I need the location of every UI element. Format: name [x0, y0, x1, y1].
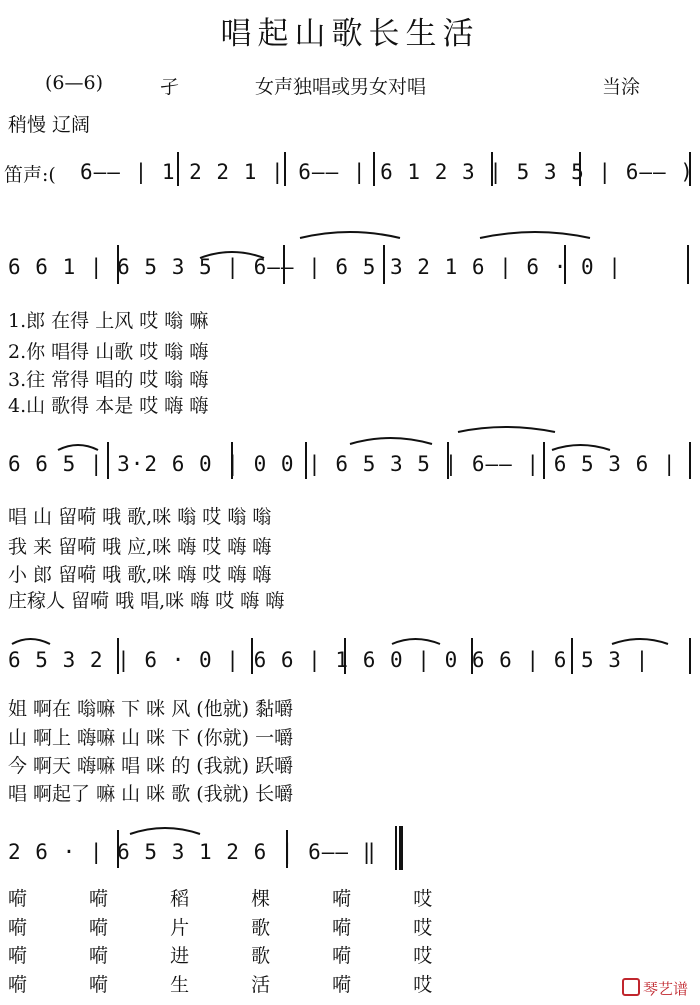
system-4-lyric-3: 嗬 嗬 进 歌 嗬 哎: [8, 945, 461, 967]
system-1-notes: 6 6 1 | 6 5 3 5 | 6—— | 6 5 3 2 1 6 | 6 · 0 |: [8, 255, 622, 279]
system-3-lyric-2: 山 啊上 嗨嘛 山 咪 下 (你就) 一嚼: [8, 727, 294, 749]
system-4-notes: 2 6 · | 6 5 3 1 2 6 | 6—— ‖: [8, 840, 377, 864]
logo-icon: [622, 978, 640, 996]
performance-note: 女声独唱或男女对唱: [255, 76, 427, 98]
system-2-lyric-2: 我 来 留嗬 哦 应,咪 嗨 哎 嗨 嗨: [8, 536, 272, 558]
system-3-lyric-1: 姐 啊在 嗡嘛 下 咪 风 (他就) 黏嚼: [8, 698, 294, 720]
watermark-logo: [622, 978, 688, 999]
key-mark: 孑: [160, 76, 180, 98]
system-1-lyric-1: 1.郎 在得 上风 哎 嗡 嘛: [8, 310, 209, 332]
intro-notes: 6—— | 1 2 2 1 | 6—— | 6 1 2 3 | 5 3 5 | 6—— ): [80, 160, 694, 184]
intro-label: 笛声:(: [4, 164, 56, 186]
system-1-lyric-2: 2.你 唱得 山歌 哎 嗡 嗨: [8, 341, 209, 363]
system-2-lyric-4: 庄稼人 留嗬 哦 唱,咪 嗨 哎 嗨 嗨: [8, 590, 285, 612]
system-2-notes: 6 6 5 | 3·2 6 0 | 0 0 | 6 5 3 5 | 6—— | 6 5 3 6 |: [8, 452, 677, 476]
system-1-lyric-4: 4.山 歌得 本是 哎 嗨 嗨: [8, 395, 209, 417]
system-3-lyric-4: 唱 啊起了 嘛 山 咪 歌 (我就) 长嚼: [8, 783, 294, 805]
system-2-lyric-3: 小 郎 留嗬 哦 歌,咪 嗨 哎 嗨 嗨: [8, 564, 272, 586]
song-title: 唱起山歌长生活: [220, 16, 480, 52]
watermark-text: 琴艺谱: [642, 980, 688, 998]
system-4-lyric-1: 嗬 嗬 稻 棵 嗬 哎: [8, 888, 461, 910]
song-source: 当涂: [602, 76, 641, 98]
system-4-lyric-4: 嗬 嗬 生 活 嗬 哎: [8, 974, 461, 996]
system-3-notes: 6 5 3 2 | 6 · 0 | 6 6 | 1 6 0 | 0 6 6 | 6 5 3 |: [8, 648, 650, 672]
system-1-lyric-3: 3.往 常得 唱的 哎 嗡 嗨: [8, 369, 209, 391]
system-3-lyric-3: 今 啊天 嗨嘛 唱 咪 的 (我就) 跃嚼: [8, 755, 294, 777]
system-2-lyric-1: 唱 山 留嗬 哦 歌,咪 嗡 哎 嗡 嗡: [8, 506, 272, 528]
system-4-lyric-2: 嗬 嗬 片 歌 嗬 哎: [8, 917, 461, 939]
key-signature: (6—6): [45, 72, 104, 94]
tempo-marking: 稍慢 辽阔: [8, 114, 91, 136]
